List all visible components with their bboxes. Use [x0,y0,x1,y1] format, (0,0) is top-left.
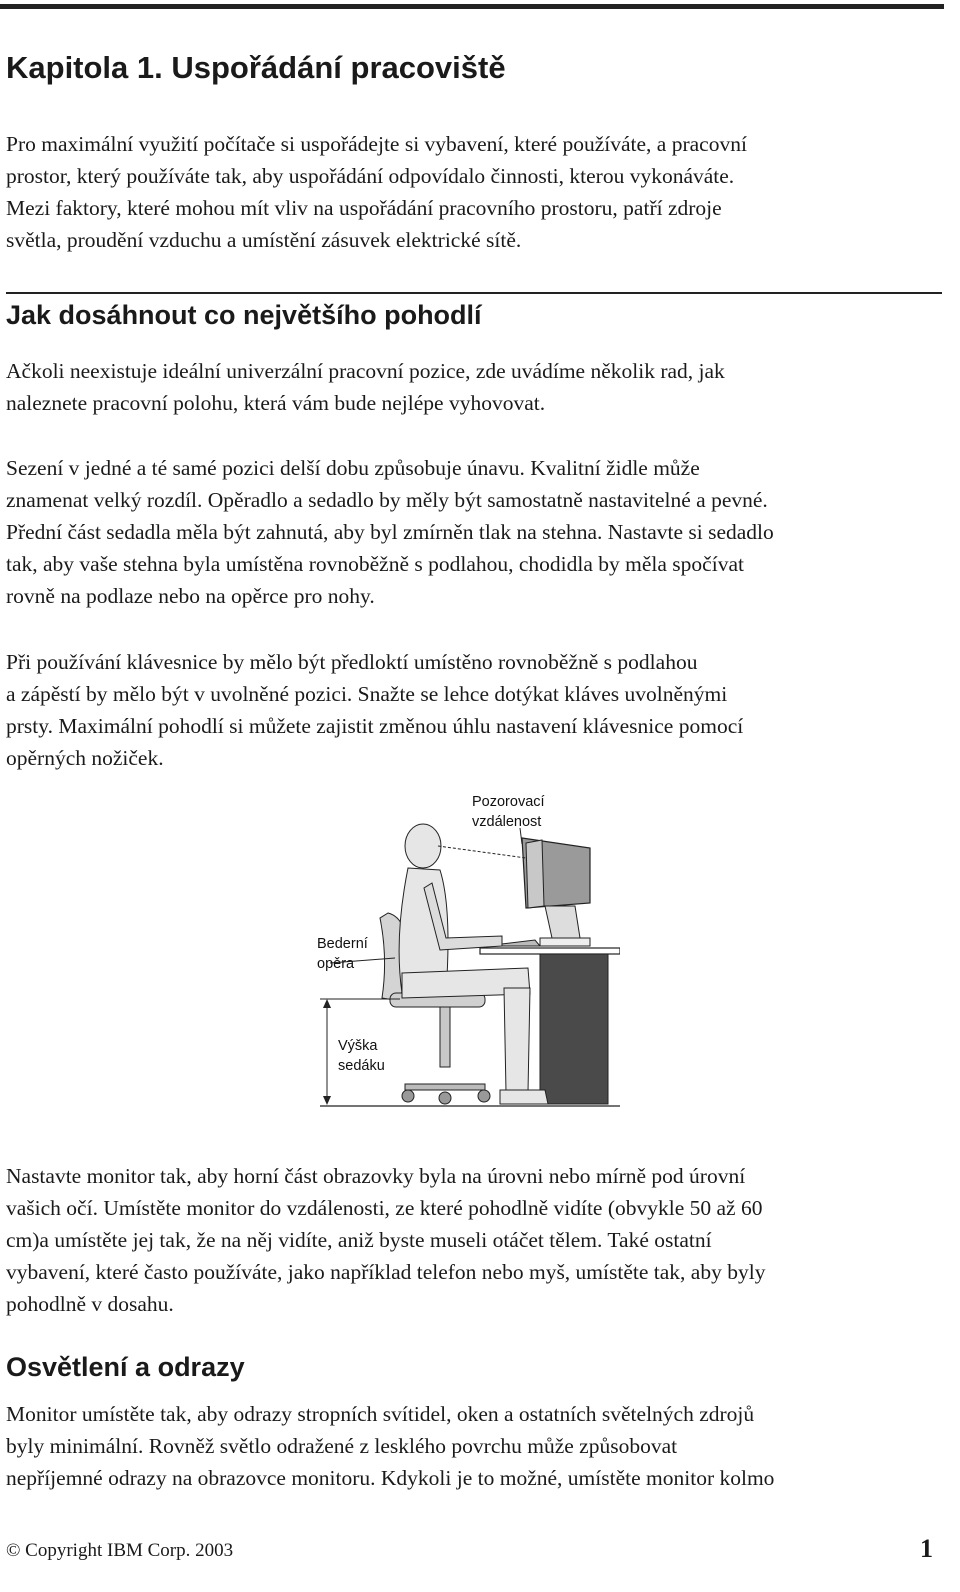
top-rule [0,4,944,9]
comfort-paragraph-3 [6,646,946,774]
person-head [405,824,441,868]
text-line: prsty. Maximální pohodlí si můžete zajistit změnou úhlu nastavení klávesnice pomocí [6,714,744,738]
comfort-paragraph-4 [6,1160,946,1320]
text-line: prostor, který používáte tak, aby uspořádání odpovídalo činnosti, kterou vykonáváte. [6,164,735,188]
comfort-paragraph-2 [6,452,946,612]
person-lower-leg [504,988,530,1092]
text-line: Přední část sedadla měla být zahnutá, aby byl zmírněn tlak na stehna. Nastavte si sedadlo [6,520,774,544]
desk-pedestal [540,954,608,1104]
monitor-base [540,938,590,946]
label-lumbar-support: Bederní opěra [317,936,368,972]
chair-base [405,1084,485,1090]
intro-paragraph [6,128,946,256]
text-line: naleznete pracovní polohu, která vám bude nejlépe vyhovovat. [6,391,546,415]
desk-top [480,948,620,954]
person-foot [500,1090,548,1104]
text-line: Mezi faktory, které mohou mít vliv na uspořádání pracovního prostoru, patří zdroje [6,196,722,220]
text-line: a zápěstí by mělo být v uvolněné pozici. Snažte se lehce dotýkat kláves uvolněnými [6,682,728,706]
text-line: vašich očí. Umístěte monitor do vzdálenosti, ze které pohodlně vidíte (obvykle 50 až 60 [6,1196,763,1220]
section-title-lighting: Osvětlení a odrazy [6,1352,245,1382]
text-line: Při používání klávesnice by mělo být předloktí umístěno rovnoběžně s podlahou [6,650,698,674]
text-line: Sezení v jedné a té samé pozici delší dobu způsobuje únavu. Kvalitní židle může [6,456,700,480]
lighting-paragraph-1 [6,1398,946,1494]
text-line: znamenat velký rozdíl. Opěradlo a sedadlo by měly být samostatně nastavitelné a pevné. [6,488,768,512]
page-number: 1 [920,1534,933,1563]
label-seat-height: Výška sedáku [338,1038,385,1074]
chair-stem [440,1007,450,1067]
text-line: nepříjemné odrazy na obrazovce monitoru. Kdykoli je to možné, umístěte monitor kolmo [6,1466,775,1490]
text-line: cm)a umístěte jej tak, že na něj vidíte, aniž byste museli otáčet tělem. Také ostatní [6,1228,712,1252]
ergonomic-figure [290,788,620,1118]
text-line: Nastavte monitor tak, aby horní část obrazovky byla na úrovni nebo mírně pod úrovní [6,1164,746,1188]
label-viewing-distance: Pozorovací vzdálenost [472,794,545,830]
copyright-notice: © Copyright IBM Corp. 2003 [6,1540,234,1561]
viewing-distance-line [438,846,526,858]
text-line: vybavení, které často používáte, jako například telefon nebo myš, umístěte tak, aby byly [6,1260,766,1284]
text-line: byly minimální. Rovněž světlo odražené z lesklého povrchu může způsobovat [6,1434,678,1458]
text-line: rovně na podlaze nebo na opěrce pro nohy. [6,584,375,608]
text-line: světla, proudění vzduchu a umístění zásuvek elektrické sítě. [6,228,522,252]
text-line: Pro maximální využití počítače si uspořádejte si vybavení, které používáte, a pracovní [6,132,747,156]
chapter-title: Kapitola 1. Uspořádání pracoviště [6,50,506,85]
text-line: pohodlně v dosahu. [6,1292,174,1316]
text-line: Ačkoli neexistuje ideální univerzální pracovní pozice, zde uvádíme několik rad, jak [6,359,725,383]
comfort-paragraph-1 [6,355,946,419]
text-line: tak, aby vaše stehna byla umístěna rovnoběžně s podlahou, chodidla by měla spočívat [6,552,744,576]
text-line: opěrných nožiček. [6,746,164,770]
monitor-screen [526,840,544,908]
section-rule [6,292,942,294]
monitor-stand [545,906,580,938]
section-title-comfort: Jak dosáhnout co největšího pohodlí [6,300,482,330]
text-line: Monitor umístěte tak, aby odrazy stropních svítidel, oken a ostatních světelných zdrojů [6,1402,755,1426]
